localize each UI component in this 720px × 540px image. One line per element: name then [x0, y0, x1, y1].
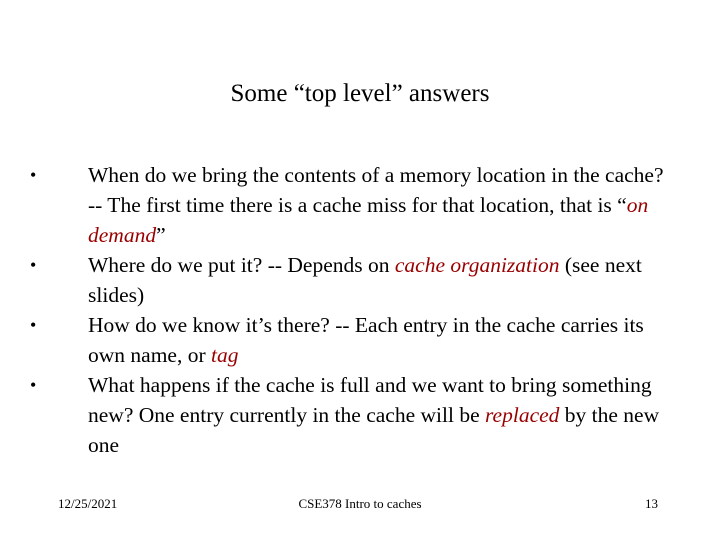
bullet-item-how: [30, 310, 670, 370]
bullet-dot: •: [30, 165, 37, 185]
bullet-text-after: ”: [156, 223, 166, 247]
bullet-item-where: [30, 250, 670, 310]
bullet-text: What happens if the cache is full and we want to bring something new? One entry currently in the cache will be: [88, 373, 652, 427]
slide-title: [0, 78, 720, 110]
bullet-item-when: [30, 160, 670, 250]
bullet-text: When do we bring the contents of a memory location in the cache? -- The first time there is a cache miss for that location, that is “: [88, 163, 664, 217]
slide-title-text: Some “top level” answers: [230, 80, 490, 107]
bullet-text-after: by the new one: [88, 403, 660, 457]
footer-date: 12/25/2021: [58, 496, 118, 511]
footer-page-number: 13: [645, 496, 658, 511]
bullet-emphasis: replaced: [484, 403, 560, 427]
bullet-text-after: (see next slides): [88, 253, 642, 307]
bullet-dot: •: [30, 255, 37, 275]
bullet-text: Where do we put it? -- Depends on: [88, 253, 395, 277]
footer-course: CSE378 Intro to caches: [298, 496, 422, 511]
bullet-emphasis: tag: [211, 343, 239, 367]
bullet-dot: •: [30, 375, 37, 395]
bullet-dot: •: [30, 315, 37, 335]
bullet-list: [30, 160, 670, 460]
bullet-text: How do we know it’s there? -- Each entry in the cache carries its own name, or: [88, 313, 644, 367]
bullet-emphasis: on demand: [88, 193, 649, 247]
bullet-item-what: [30, 370, 670, 460]
bullet-emphasis: cache organization: [394, 253, 560, 277]
